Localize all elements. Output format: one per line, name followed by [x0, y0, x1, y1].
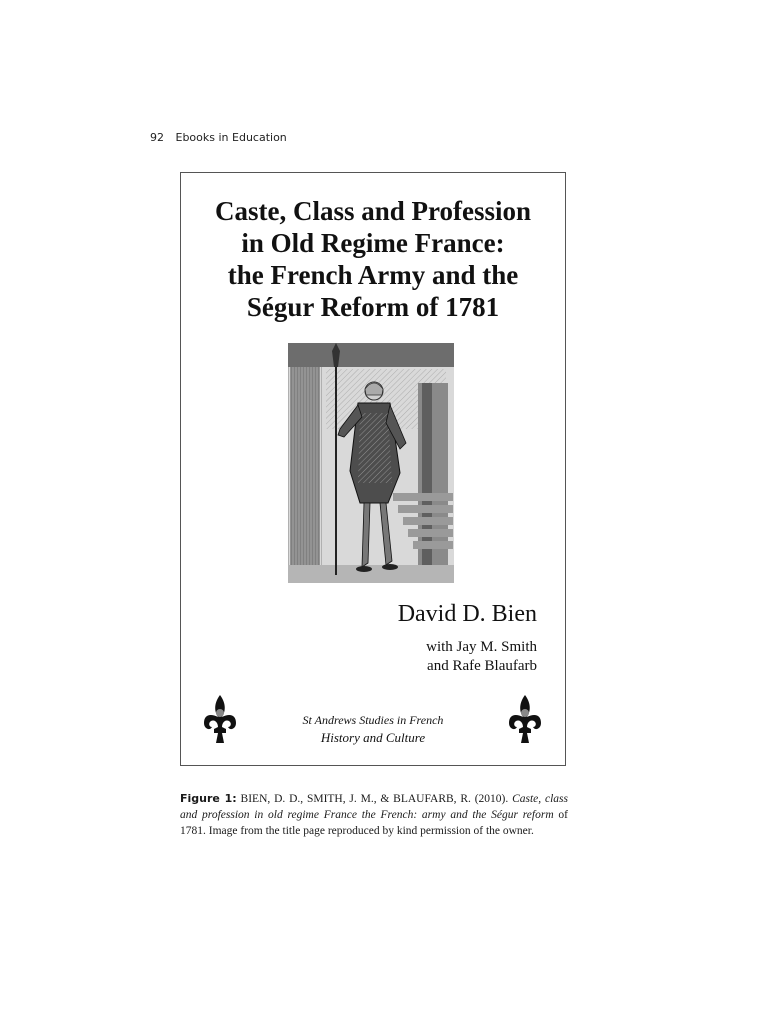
- cover-title-line: in Old Regime France:: [241, 228, 505, 258]
- fleur-de-lis-emblem-icon: [505, 693, 545, 745]
- cover-title: [181, 195, 565, 323]
- cover-title-line: Ségur Reform of 1781: [246, 292, 500, 322]
- cover-contributors: [426, 638, 537, 676]
- cover-engraving-illustration: [288, 343, 454, 583]
- series-line: St Andrews Studies in French: [302, 713, 444, 727]
- page-number: 92: [150, 131, 164, 144]
- contributor-line: and Rafe Blaufarb: [427, 658, 537, 674]
- cover-title-line: Caste, Class and Profession: [214, 196, 532, 226]
- caption-title: Caste, class and profession in old regime France the French: army and the Ségur reform: [180, 792, 568, 821]
- contributor-line: with Jay M. Smith: [426, 639, 537, 655]
- running-head: [150, 131, 287, 144]
- running-head-title: Ebooks in Education: [175, 131, 287, 144]
- caption-authors: BIEN, D. D., SMITH, J. M., & BLAUFARB, R. (2010).: [236, 792, 513, 805]
- book-cover-figure: [180, 172, 566, 766]
- series-line: History and Culture: [320, 730, 426, 745]
- cover-author: David D. Bien: [397, 601, 537, 627]
- figure-caption: [180, 791, 568, 839]
- caption-rest: of 1781. Image from the title page reproduced by kind permission of the owner.: [180, 808, 568, 837]
- cover-title-line: the French Army and the: [227, 260, 519, 290]
- figure-label: Figure 1:: [180, 791, 237, 805]
